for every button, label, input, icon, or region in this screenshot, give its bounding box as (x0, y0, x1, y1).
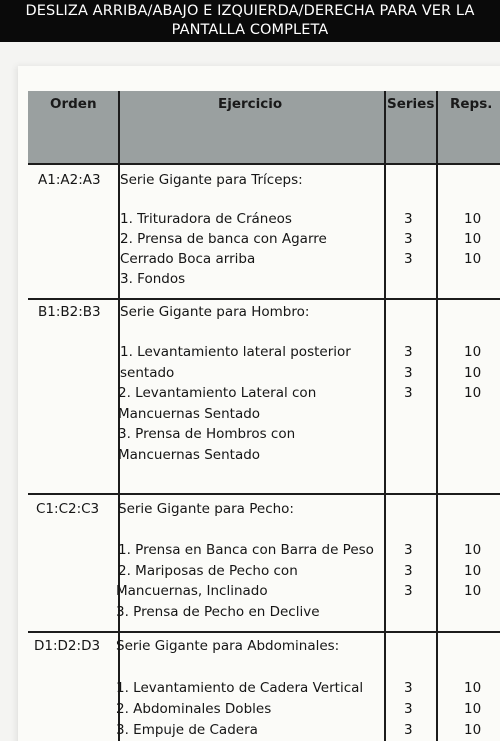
scroll-hint-line-1: DESLIZA ARRIBA/ABAJO E IZQUIERDA/DERECHA PARA VER LA (25, 3, 475, 19)
group-title: Serie Gigante para Hombro: (120, 304, 310, 320)
exercise-line: 1. Levantamiento de Cadera Vertical (116, 680, 364, 696)
reps-value: 10 (464, 344, 482, 360)
group-orden: D1:D2:D3 (34, 638, 101, 654)
exercise-line: sentado (120, 365, 175, 381)
reps-value: 10 (464, 385, 482, 401)
reps-value: 10 (464, 542, 482, 558)
exercise-line: Mancuernas Sentado (118, 447, 261, 463)
scroll-hint-line-2: PANTALLA COMPLETA (171, 22, 329, 38)
exercise-line: 3. Prensa de Hombros con (118, 426, 296, 442)
exercise-line: 1. Trituradora de Cráneos (120, 211, 292, 227)
series-value: 3 (404, 211, 413, 227)
reps-value: 10 (464, 583, 482, 599)
reps-value: 10 (464, 251, 482, 267)
scroll-hint-banner (0, 0, 500, 42)
series-value: 3 (404, 583, 413, 599)
exercise-line: Mancuernas, Inclinado (116, 583, 268, 599)
group-orden: B1:B2:B3 (38, 304, 101, 320)
series-value: 3 (404, 542, 413, 558)
series-value: 3 (404, 722, 413, 738)
grid-line (28, 631, 500, 633)
group-title: Serie Gigante para Abdominales: (116, 638, 340, 654)
exercise-line: 3. Prensa de Pecho en Declive (116, 604, 320, 620)
grid-line (28, 298, 500, 300)
exercise-line: Cerrado Boca arriba (120, 251, 256, 267)
exercise-line: 2. Abdominales Dobles (116, 701, 272, 717)
reps-value: 10 (464, 563, 482, 579)
grid-line (384, 91, 386, 741)
reps-value: 10 (464, 722, 482, 738)
group-title: Serie Gigante para Pecho: (118, 501, 294, 517)
exercise-line: 3. Fondos (120, 271, 186, 287)
series-value: 3 (404, 563, 413, 579)
group-title: Serie Gigante para Tríceps: (120, 172, 303, 188)
exercise-line: 2. Mariposas de Pecho con (118, 563, 298, 579)
series-value: 3 (404, 344, 413, 360)
exercise-line: 2. Levantamiento Lateral con (118, 385, 317, 401)
grid-line (28, 163, 500, 165)
exercise-line: 1. Levantamiento lateral posterior (120, 344, 351, 360)
series-value: 3 (404, 231, 413, 247)
exercise-line: 3. Empuje de Cadera (116, 722, 258, 738)
paper-sheet (18, 66, 500, 741)
reps-value: 10 (464, 211, 482, 227)
exercise-line: Mancuernas Sentado (118, 406, 261, 422)
grid-line (436, 91, 438, 741)
series-value: 3 (404, 680, 413, 696)
document-photo[interactable] (0, 42, 500, 741)
group-orden: A1:A2:A3 (38, 172, 101, 188)
reps-value: 10 (464, 365, 482, 381)
exercise-line: 1. Prensa en Banca con Barra de Peso (118, 542, 374, 558)
grid-line (28, 493, 500, 495)
header-reps: Reps. (450, 96, 493, 112)
exercise-line: 2. Prensa de banca con Agarre (120, 231, 327, 247)
reps-value: 10 (464, 680, 482, 696)
series-value: 3 (404, 385, 413, 401)
header-series: Series (387, 96, 435, 112)
series-value: 3 (404, 701, 413, 717)
header-ejercicio: Ejercicio (218, 96, 283, 112)
group-orden: C1:C2:C3 (36, 501, 100, 517)
series-value: 3 (404, 365, 413, 381)
reps-value: 10 (464, 701, 482, 717)
reps-value: 10 (464, 231, 482, 247)
header-orden: Orden (50, 96, 97, 112)
series-value: 3 (404, 251, 413, 267)
